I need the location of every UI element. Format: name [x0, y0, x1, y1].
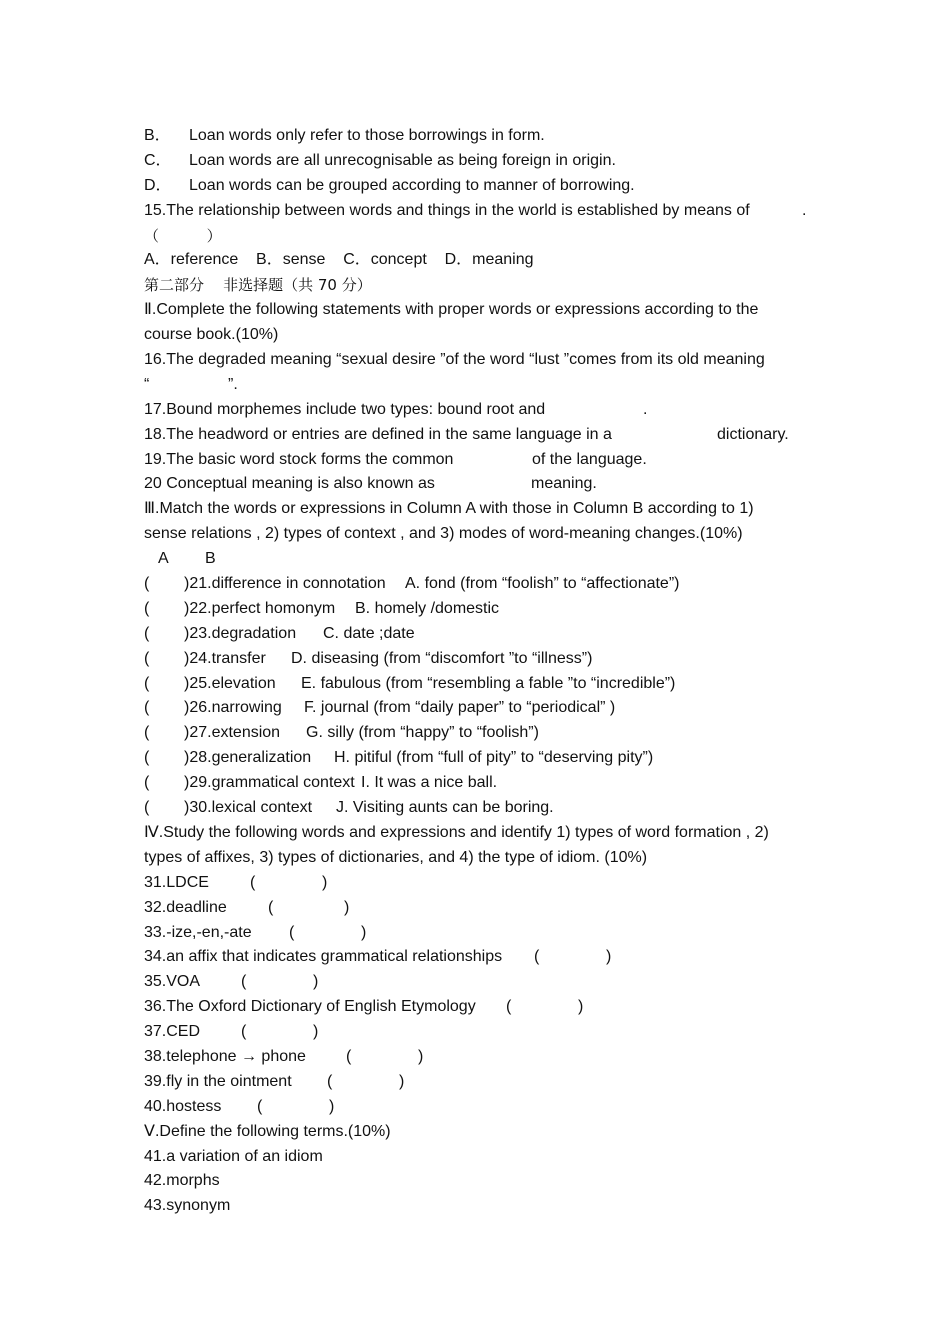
term-text: 43.synonym	[144, 1197, 231, 1215]
answer-open-paren: (	[534, 948, 540, 966]
q15-answer-bracket	[144, 224, 824, 249]
question-end: meaning.	[531, 475, 597, 493]
answer-open-paren: (	[241, 973, 247, 991]
q14-option-d	[144, 174, 824, 199]
answer-open-paren: (	[506, 998, 512, 1016]
section2-instruction-cont	[144, 323, 824, 348]
identify-item	[144, 970, 824, 995]
instruction-text: Ⅱ.Complete the following statements with proper words or expressions according to the	[144, 301, 759, 319]
q19	[144, 448, 824, 473]
column-a-item: )21.difference in connotation	[184, 575, 386, 593]
item-text: 32.deadline	[144, 898, 227, 916]
define-item	[144, 1169, 824, 1194]
identify-item	[144, 945, 824, 970]
part-heading-text: 第二部分 非选择题（共 70 分）	[144, 276, 372, 295]
answer-close-paren: )	[418, 1047, 424, 1065]
answer-close-paren: )	[313, 973, 319, 991]
term-text: 41.a variation of an idiom	[144, 1147, 323, 1165]
match-row	[144, 597, 824, 622]
section3-instruction-cont	[144, 522, 824, 547]
column-b-item: A. fond (from “foolish” to “affectionate”)	[405, 575, 680, 593]
question-text: 18.The headword or entries are defined in the same language in a	[144, 425, 612, 443]
column-b-item: G. silly (from “happy” to “foolish”)	[306, 724, 539, 742]
question-text: 17.Bound morphemes include two types: bound root and	[144, 400, 546, 418]
section4-instruction-cont	[144, 846, 824, 871]
instruction-text: sense relations , 2) types of context , and 3) modes of word-meaning changes.(10%)	[144, 525, 743, 543]
identify-item	[144, 896, 824, 921]
item-text: 37.CED	[144, 1023, 201, 1041]
matching-list	[144, 572, 824, 821]
column-b-item: H. pitiful (from “full of pity” to “deserving pity”)	[334, 749, 654, 767]
answer-paren: (	[144, 774, 150, 792]
answer-close-paren: )	[329, 1097, 335, 1115]
question-end: of the language.	[532, 450, 647, 468]
column-b-header: B	[205, 550, 216, 568]
column-a-item: )29.grammatical context	[184, 774, 355, 792]
column-b-item: J. Visiting aunts can be boring.	[336, 799, 554, 817]
match-row	[144, 721, 824, 746]
q14-option-c	[144, 149, 824, 174]
column-a-item: )24.transfer	[184, 649, 266, 667]
column-headers	[144, 547, 824, 572]
option-letter: C．	[144, 151, 172, 169]
column-b-item: F. journal (from “daily paper” to “periodical” )	[304, 699, 616, 717]
answer-open-paren: (	[268, 898, 274, 916]
answer-close-paren: )	[606, 948, 612, 966]
column-a-header: A	[158, 550, 169, 568]
item-text: 36.The Oxford Dictionary of English Etymology	[144, 998, 476, 1016]
match-row	[144, 647, 824, 672]
match-row	[144, 771, 824, 796]
answer-paren: (	[144, 674, 150, 692]
option-letter: D．	[144, 176, 172, 194]
column-a-item: )23.degradation	[184, 624, 297, 642]
identify-item	[144, 1020, 824, 1045]
question-text: 20 Conceptual meaning is also known as	[144, 475, 435, 493]
match-row	[144, 746, 824, 771]
q18	[144, 423, 824, 448]
option-letter: B．	[144, 127, 171, 144]
column-a-item: )30.lexical context	[184, 799, 313, 817]
instruction-text: course book.(10%)	[144, 326, 279, 344]
column-a-item: )27.extension	[184, 724, 281, 742]
answer-bracket: （ ）	[144, 226, 222, 245]
item-text: 38.telephone → phone	[144, 1047, 306, 1065]
identify-item	[144, 995, 824, 1020]
answer-open-paren: (	[327, 1072, 333, 1090]
question-text: 19.The basic word stock forms the common	[144, 450, 454, 468]
answer-paren: (	[144, 599, 150, 617]
column-b-item: E. fabulous (from “resembling a fable ”to “incredible”)	[301, 674, 676, 692]
answer-close-paren: )	[313, 1023, 319, 1041]
match-row	[144, 622, 824, 647]
answer-paren: (	[144, 799, 150, 817]
identify-item	[144, 871, 824, 896]
answer-close-paren: )	[344, 898, 350, 916]
term-text: 42.morphs	[144, 1172, 220, 1190]
answer-paren: (	[144, 699, 150, 717]
q14-option-b	[144, 124, 824, 149]
item-text: 39.fly in the ointment	[144, 1072, 292, 1090]
item-text: 40.hostess	[144, 1097, 222, 1115]
quote-close: ”.	[228, 375, 238, 393]
identify-item	[144, 1070, 824, 1095]
column-b-item: D. diseasing (from “discomfort ”to “illness”)	[291, 649, 593, 667]
identify-item	[144, 921, 824, 946]
answer-close-paren: )	[578, 998, 584, 1016]
instruction-text: Ⅴ.Define the following terms.(10%)	[144, 1122, 391, 1140]
column-a-item: )25.elevation	[184, 674, 276, 692]
section3-instruction	[144, 497, 824, 522]
part2-heading	[144, 273, 824, 298]
question-dot: .	[802, 201, 807, 219]
column-b-item: I. It was a nice ball.	[361, 774, 498, 792]
instruction-text: Ⅳ.Study the following words and expressions and identify 1) types of word formation , 2)	[144, 823, 769, 841]
answer-open-paren: (	[250, 873, 256, 891]
question-end: .	[643, 400, 648, 418]
answer-close-paren: )	[322, 873, 328, 891]
item-text: 34.an affix that indicates grammatical relationships	[144, 948, 503, 966]
item-text: 33.-ize,-en,-ate	[144, 923, 252, 941]
column-a-item: )22.perfect homonym	[184, 599, 336, 617]
exam-page	[144, 124, 824, 1219]
answer-open-paren: (	[346, 1047, 352, 1065]
option-list: A．reference B．sense C．concept D．meaning	[144, 251, 534, 269]
item-text: 31.LDCE	[144, 873, 209, 891]
column-b-item: C. date ;date	[323, 624, 415, 642]
section4-instruction	[144, 821, 824, 846]
identify-item	[144, 1045, 824, 1070]
item-text: 35.VOA	[144, 973, 201, 991]
instruction-text: Ⅲ.Match the words or expressions in Column A with those in Column B according to 1)	[144, 500, 754, 518]
match-row	[144, 796, 824, 821]
define-list	[144, 1145, 824, 1220]
answer-paren: (	[144, 649, 150, 667]
q17	[144, 398, 824, 423]
question-end: dictionary.	[717, 425, 789, 443]
answer-paren: (	[144, 749, 150, 767]
answer-open-paren: (	[241, 1023, 247, 1041]
define-item	[144, 1145, 824, 1170]
section5-instruction	[144, 1120, 824, 1145]
identify-list	[144, 871, 824, 1120]
define-item	[144, 1194, 824, 1219]
match-row	[144, 572, 824, 597]
instruction-text: types of affixes, 3) types of dictionaries, and 4) the type of idiom. (10%)	[144, 848, 648, 866]
answer-open-paren: (	[289, 923, 295, 941]
answer-open-paren: (	[257, 1097, 263, 1115]
q16	[144, 348, 824, 373]
match-row	[144, 696, 824, 721]
answer-close-paren: )	[399, 1072, 405, 1090]
quote-open: “	[144, 375, 150, 393]
question-text: 15.The relationship between words and things in the world is established by means of	[144, 201, 750, 219]
q15-stem	[144, 199, 824, 224]
column-a-item: )26.narrowing	[184, 699, 282, 717]
answer-close-paren: )	[361, 923, 367, 941]
question-text: 16.The degraded meaning “sexual desire ”of the word “lust ”comes from its old meaning	[144, 351, 765, 369]
column-a-item: )28.generalization	[184, 749, 312, 767]
option-text: Loan words only refer to those borrowings in form.	[189, 127, 545, 144]
identify-item	[144, 1095, 824, 1120]
answer-paren: (	[144, 724, 150, 742]
q15-options	[144, 248, 824, 273]
column-b-item: B. homely /domestic	[355, 599, 500, 617]
match-row	[144, 672, 824, 697]
option-text: Loan words can be grouped according to manner of borrowing.	[189, 176, 635, 194]
answer-paren: (	[144, 624, 150, 642]
q20	[144, 472, 824, 497]
option-text: Loan words are all unrecognisable as being foreign in origin.	[189, 151, 616, 169]
answer-paren: (	[144, 575, 150, 593]
q16-blank	[144, 373, 824, 398]
section2-instruction	[144, 298, 824, 323]
